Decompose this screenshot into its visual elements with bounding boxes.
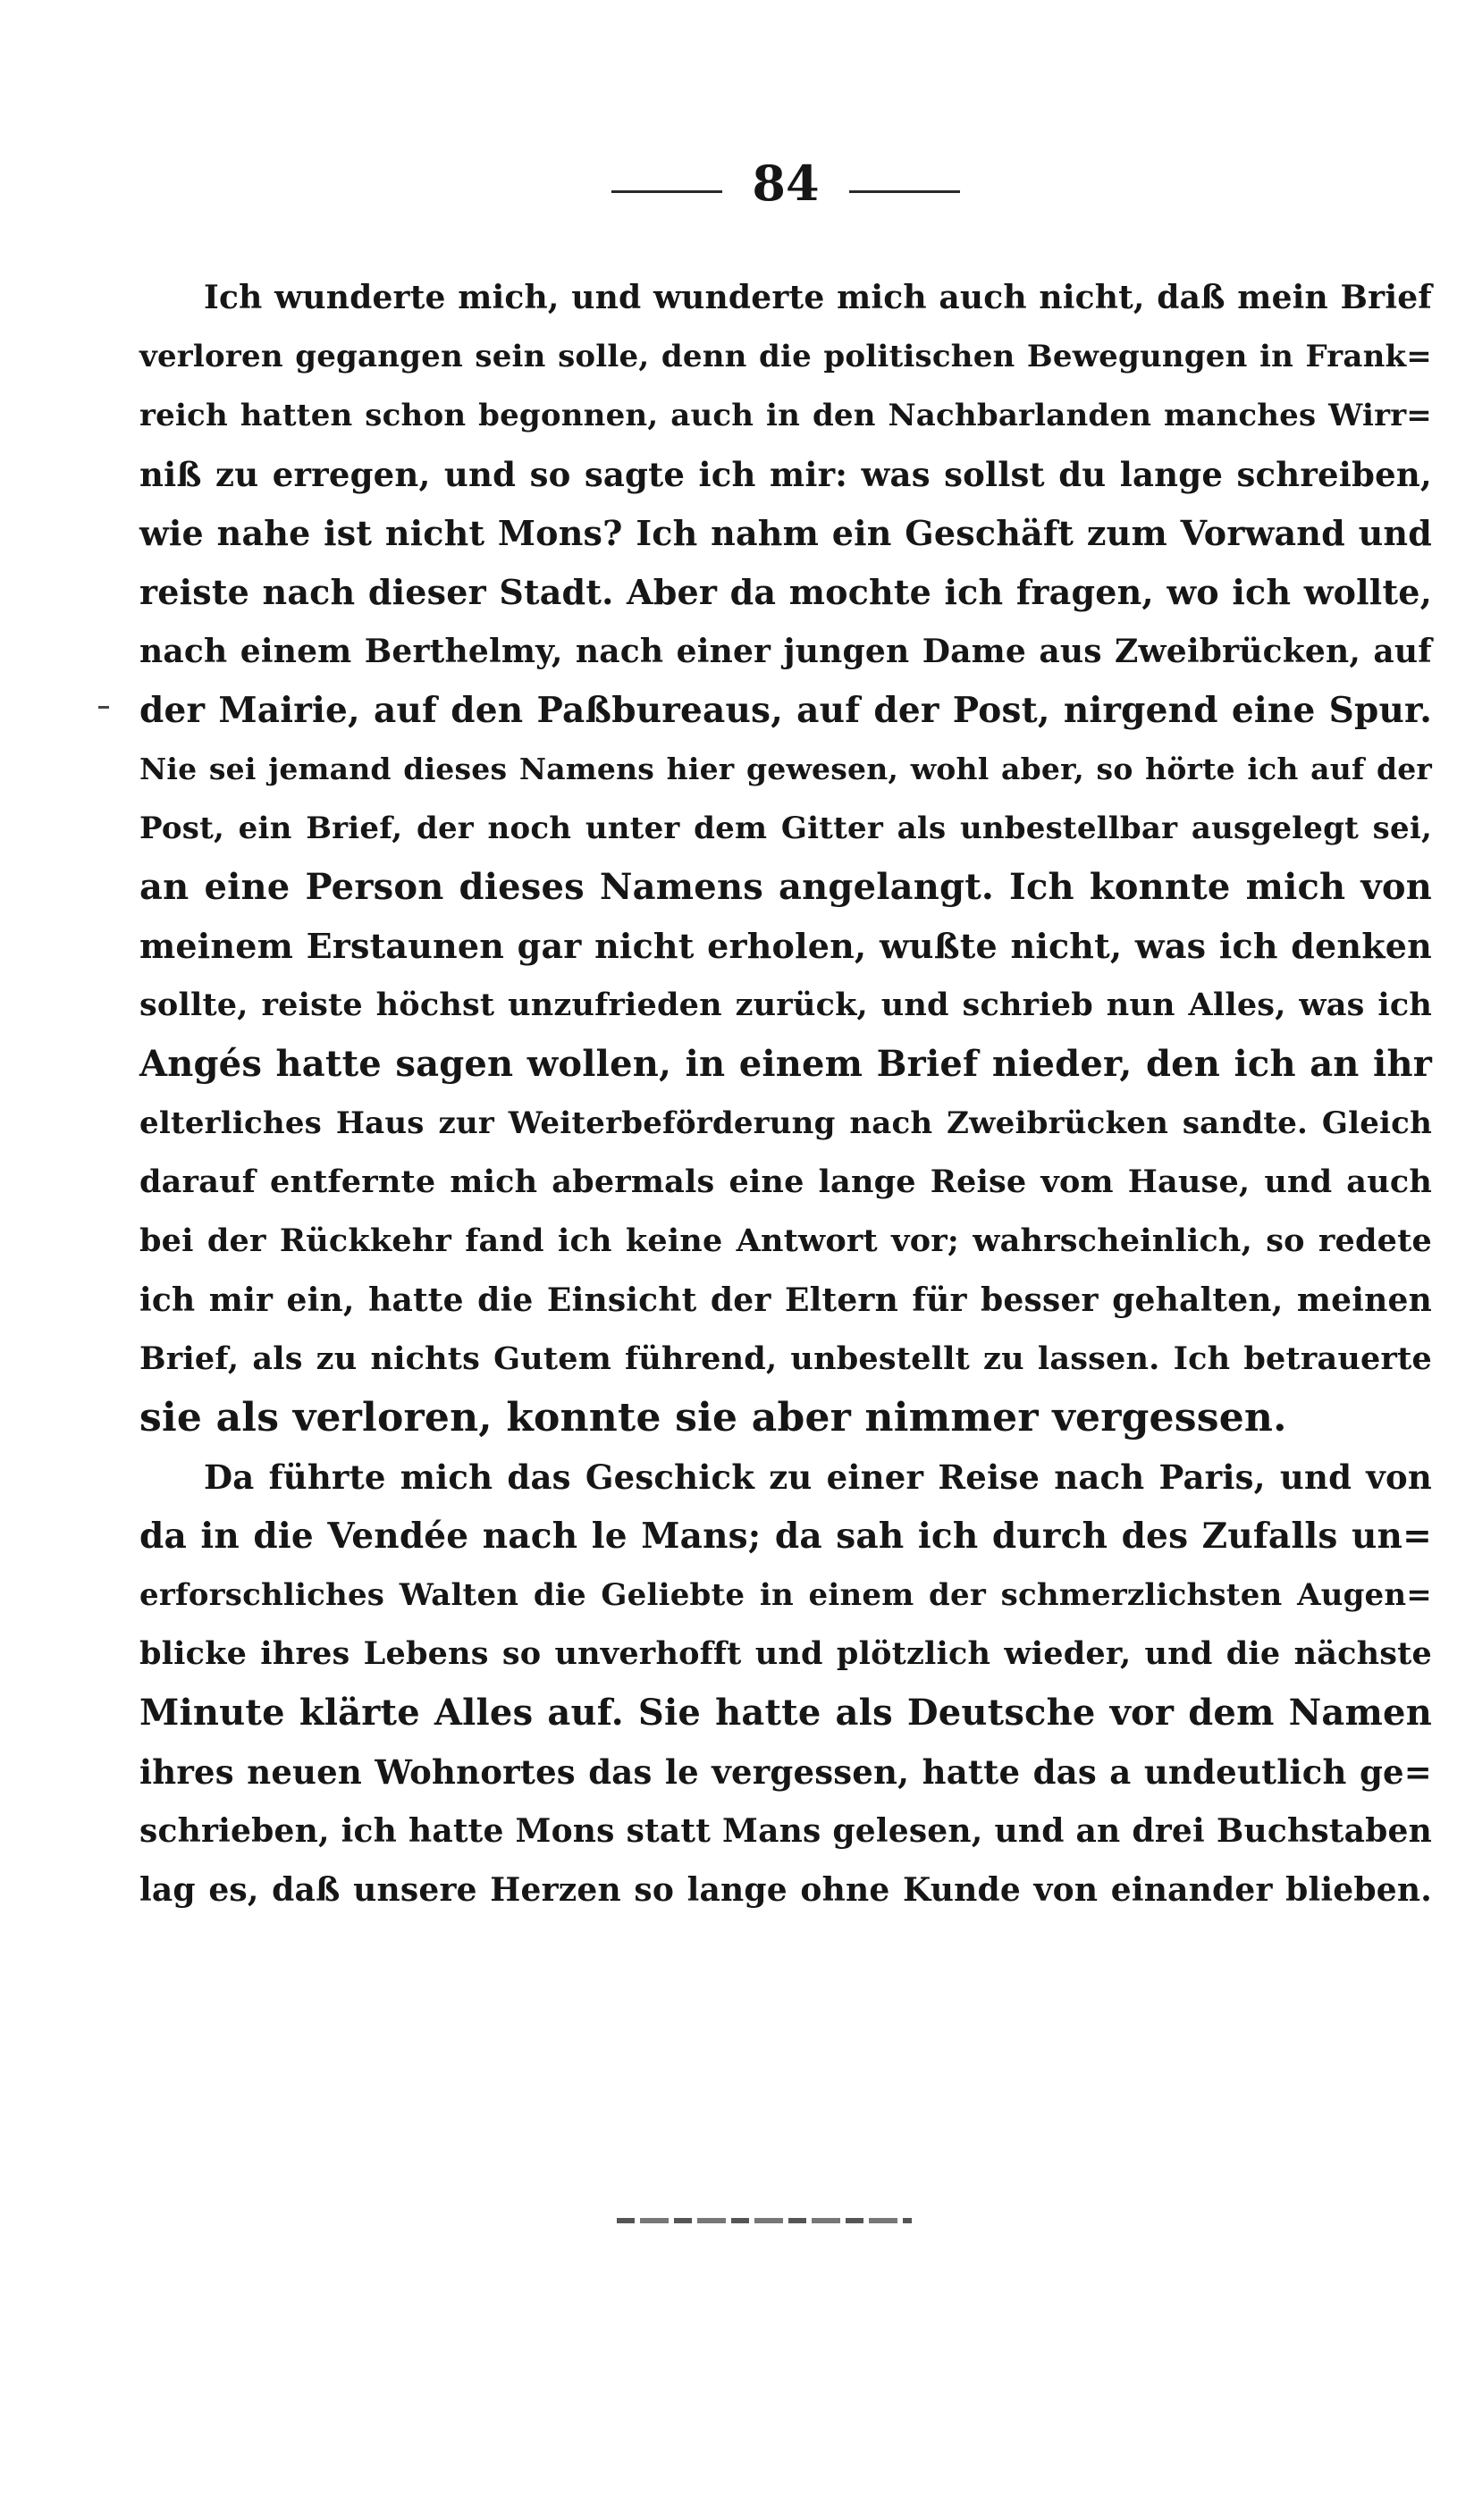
text-line: Minute klärte Alles auf. Sie hatte als Deutsche vor dem Namen xyxy=(139,1692,1432,1734)
text-line: wie nahe ist nicht Mons? Ich nahm ein Geschäft zum Vorwand und xyxy=(139,513,1432,553)
text-line: Post, ein Brief, der noch unter dem Gitter als unbestellbar ausgelegt sei, xyxy=(139,811,1432,846)
header-rule-left xyxy=(611,190,722,193)
text-line: Angés hatte sagen wollen, in einem Brief nieder, den ich an ihr xyxy=(139,1043,1432,1085)
text-line: ich mir ein, hatte die Einsicht der Eltern für besser gehalten, meinen xyxy=(139,1281,1432,1319)
text-line: Da führte mich das Geschick zu einer Reise nach Paris, und von xyxy=(204,1457,1432,1497)
text-line: meinem Erstaunen gar nicht erholen, wußte nicht, was ich denken xyxy=(139,926,1432,966)
text-line: an eine Person dieses Namens angelangt. Ich konnte mich von xyxy=(139,866,1432,908)
text-line: bei der Rückkehr fand ich keine Antwort vor; wahrscheinlich, so redete xyxy=(139,1222,1432,1259)
text-line: lag es, daß unsere Herzen so lange ohne Kunde von einander blieben. xyxy=(139,1871,1432,1909)
end-rule xyxy=(617,2218,912,2223)
text-line: niß zu erregen, und so sagte ich mir: was sollst du lange schreiben, xyxy=(139,455,1432,494)
text-line: der Mairie, auf den Paßbureaus, auf der Post, nirgend eine Spur. xyxy=(139,690,1432,731)
body-text xyxy=(139,268,1432,1919)
text-line: reich hatten schon begonnen, auch in den Nachbarlanden manches Wirr= xyxy=(139,398,1432,433)
page-header xyxy=(0,152,1474,214)
text-line: sie als verloren, konnte sie aber nimmer vergessen. xyxy=(139,1395,1287,1441)
text-line: darauf entfernte mich abermals eine lange Reise vom Hause, und auch xyxy=(139,1163,1432,1200)
text-line: Ich wunderte mich, und wunderte mich auch nicht, daß mein Brief xyxy=(204,279,1432,316)
paragraph-2 xyxy=(139,1448,1432,1919)
text-line: elterliches Haus zur Weiterbeförderung nach Zweibrücken sandte. Gleich xyxy=(139,1105,1432,1141)
text-line: Brief, als zu nichts Gutem führend, unbestellt zu lassen. Ich betrauerte xyxy=(139,1340,1432,1377)
text-line: verloren gegangen sein solle, denn die politischen Bewegungen in Frank= xyxy=(139,339,1432,374)
text-line: sollte, reiste höchst unzufrieden zurück, und schrieb nun Alles, was ich xyxy=(139,987,1432,1023)
text-line: blicke ihres Lebens so unverhofft und plötzlich wieder, und die nächste xyxy=(139,1635,1432,1672)
header-rule-right xyxy=(849,190,960,193)
text-line: nach einem Berthelmy, nach einer jungen Dame aus Zweibrücken, auf xyxy=(139,633,1432,670)
text-line: schrieben, ich hatte Mons statt Mans gelesen, und an drei Buchstaben xyxy=(139,1812,1432,1850)
text-line: Nie sei jemand dieses Namens hier gewesen, wohl aber, so hörte ich auf der xyxy=(139,752,1432,786)
text-line: reiste nach dieser Stadt. Aber da mochte ich fragen, wo ich wollte, xyxy=(139,572,1432,612)
text-line: da in die Vendée nach le Mans; da sah ich durch des Zufalls un= xyxy=(139,1516,1432,1557)
text-line: ihres neuen Wohnortes das le vergessen, hatte das a undeutlich ge= xyxy=(139,1752,1432,1792)
text-line: erforschliches Walten die Geliebte in einem der schmerzlichsten Augen= xyxy=(139,1577,1432,1613)
margin-mark xyxy=(98,706,109,709)
page-number: 84 xyxy=(752,155,820,212)
paragraph-1 xyxy=(139,268,1432,1448)
